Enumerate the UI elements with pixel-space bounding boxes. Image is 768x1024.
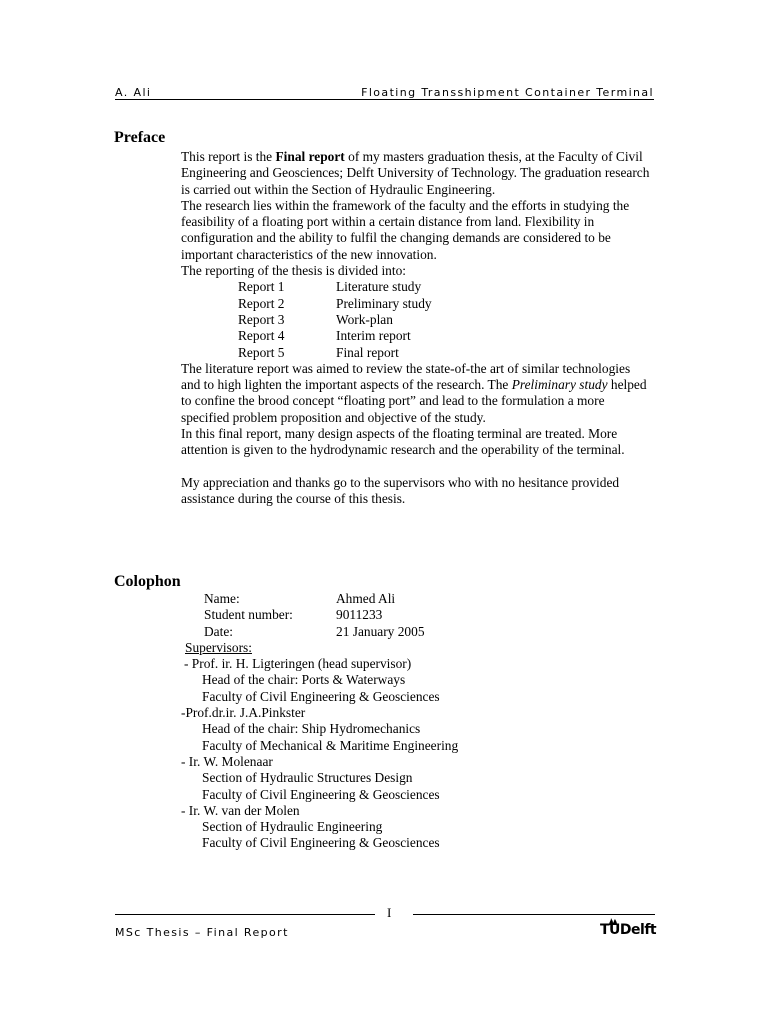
- supervisor-detail: Faculty of Civil Engineering & Geosciences: [202, 835, 440, 851]
- field-value: 21 January 2005: [336, 623, 425, 639]
- field-value: Ahmed Ali: [336, 591, 396, 606]
- preface-heading: Preface: [114, 129, 166, 146]
- p4-text-a: The literature report was aimed to review the state-of-the art of similar technologies and to high lighten the important aspects of the research. The: [181, 360, 631, 393]
- preface-paragraph-2: The research lies within the framework of the faculty and the efforts in studying the feasibility of a floating port within a certain distance from land. Flexibility in configuration and the ability to fulfil the changing demands are considered to be important characteristics of the new innovation.: [181, 197, 630, 262]
- colophon-heading: Colophon: [114, 573, 181, 590]
- tudelft-logo: [600, 917, 657, 939]
- colophon-field: [181, 624, 651, 640]
- report-list: [181, 279, 651, 360]
- p4-text-b: helped to confine the brood concept “floating port” and lead to the formulation a more specified problem proposition and objective of the study.: [181, 377, 647, 425]
- supervisor-name: - Prof. ir. H. Ligteringen (head supervisor): [184, 656, 412, 672]
- field-key: Date:: [204, 623, 233, 639]
- paragraph-gap: [181, 459, 651, 475]
- colophon-field: [181, 607, 651, 623]
- report-title: Interim report: [336, 328, 411, 344]
- p1-text-b: of my masters graduation thesis, at the Faculty of Civil Engineering and Geosciences; Delft University of Technology. The graduation research is carried out within the Section of Hydraulic Engineering.: [181, 149, 650, 197]
- list-item: [181, 279, 651, 295]
- report-title: Literature study: [336, 279, 422, 295]
- p1-text-a: This report is the: [181, 149, 276, 164]
- logo-text: TUDelft: [600, 922, 657, 938]
- supervisor-detail: Faculty of Mechanical & Maritime Engineering: [202, 737, 459, 753]
- header-author: A. Ali: [115, 86, 152, 99]
- supervisor-name: - Ir. W. Molenaar: [181, 753, 273, 769]
- field-key: Student number:: [204, 607, 293, 623]
- preface-body: [181, 149, 651, 507]
- field-value: 9011233: [336, 607, 383, 623]
- supervisor-detail: Faculty of Civil Engineering & Geosciences: [202, 786, 440, 802]
- report-label: Report 2: [238, 295, 285, 311]
- supervisor-detail: Faculty of Civil Engineering & Geosciences: [202, 688, 440, 704]
- colophon-body: [181, 591, 651, 852]
- report-title: Preliminary study: [336, 295, 432, 311]
- report-label: Report 4: [238, 328, 285, 344]
- preface-paragraph-5: In this final report, many design aspects of the floating terminal are treated. More attention is given to the hydrodynamic research and the operability of the terminal.: [181, 426, 625, 458]
- footer-rule-right: [413, 914, 655, 915]
- list-item: [181, 328, 651, 344]
- report-label: Report 5: [238, 344, 285, 360]
- supervisor-name: - Ir. W. van der Molen: [181, 802, 300, 818]
- p1-bold-text: Final report: [275, 149, 345, 164]
- report-title: Work-plan: [336, 311, 393, 327]
- report-label: Report 3: [238, 311, 285, 327]
- header-rule: [115, 99, 654, 100]
- supervisor-detail: Head of the chair: Ship Hydromechanics: [202, 721, 421, 737]
- preface-paragraph-3: The reporting of the thesis is divided into:: [181, 263, 406, 279]
- preface-paragraph-6: My appreciation and thanks go to the supervisors who with no hesitance provided assistance during the course of this thesis.: [181, 474, 626, 506]
- supervisors-label: Supervisors:: [185, 639, 252, 655]
- supervisor-detail: Section of Hydraulic Engineering: [202, 819, 383, 835]
- preface-paragraph-1: [181, 149, 651, 198]
- header-title: Floating Transshipment Container Terminal: [361, 86, 654, 99]
- report-title: Final report: [336, 344, 399, 360]
- list-item: [181, 345, 651, 361]
- supervisor-detail: Head of the chair: Ports & Waterways: [202, 672, 406, 688]
- colophon-field: [181, 591, 651, 607]
- supervisor-name: -Prof.dr.ir. J.A.Pinkster: [181, 705, 306, 721]
- list-item: [181, 312, 651, 328]
- p4-italic-text: Preliminary study: [511, 377, 608, 393]
- list-item: [181, 296, 651, 312]
- preface-paragraph-4: [181, 361, 651, 426]
- footer-label: MSc Thesis – Final Report: [115, 926, 289, 939]
- footer-rule-left: [115, 914, 375, 915]
- field-key: Name:: [204, 591, 240, 606]
- report-label: Report 1: [238, 279, 285, 295]
- supervisor-detail: Section of Hydraulic Structures Design: [202, 770, 413, 786]
- page-number: I: [387, 905, 392, 920]
